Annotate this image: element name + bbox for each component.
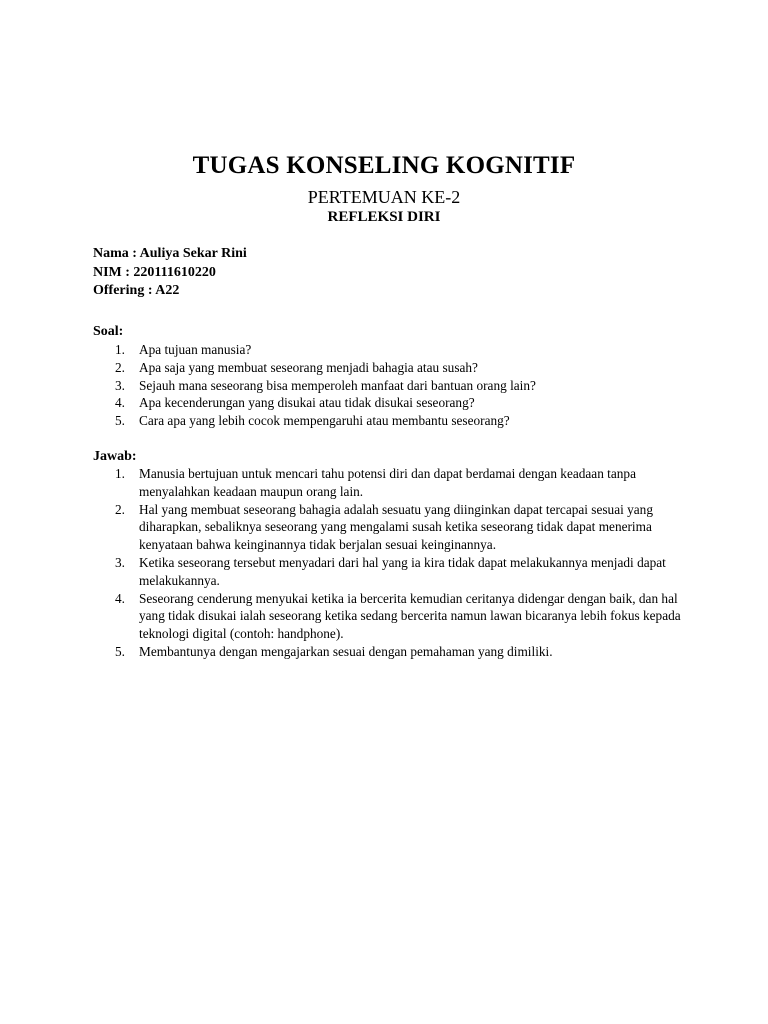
- list-number: 1.: [115, 466, 125, 481]
- document-title: TUGAS KONSELING KOGNITIF: [192, 152, 576, 179]
- list-number: 5.: [115, 413, 125, 429]
- list-number: 2.: [115, 501, 125, 517]
- jawab-text: Seseorang cenderung menyukai ketika ia bercerita kemudian ceritanya didengar dengan baik, dan hal yang tidak disukai ialah seseorang ketika sedang bercerita namun lawan bicaranya lebih fokus kepada teknologi digital (contoh: handphone).: [139, 590, 681, 642]
- jawab-text: Ketika seseorang tersebut menyadari dari hal yang ia kira tidak dapat melakukannya menjadi dapat melakukannya.: [139, 554, 666, 588]
- list-number: 4.: [115, 395, 125, 411]
- soal-item: [93, 394, 683, 412]
- list-number: 1.: [115, 342, 125, 357]
- soal-text: Apa saja yang membuat seseorang menjadi bahagia atau susah?: [139, 359, 478, 375]
- jawab-text: Manusia bertujuan untuk mencari tahu potensi diri dan dapat berdamai dengan keadaan tanpa menyalahkan keadaan maupun orang lain.: [139, 466, 636, 499]
- list-number: 3.: [115, 554, 125, 570]
- jawab-heading: Jawab:: [93, 449, 137, 464]
- document-subtitle: PERTEMUAN KE-2: [307, 187, 461, 207]
- soal-text: Cara apa yang lebih cocok mempengaruhi atau membantu seseorang?: [139, 413, 510, 429]
- list-number: 5.: [115, 643, 125, 659]
- jawab-item: [93, 590, 683, 643]
- soal-heading: Soal:: [93, 324, 124, 339]
- soal-item: [93, 377, 683, 395]
- soal-item: [93, 412, 683, 430]
- student-identity: [93, 245, 247, 301]
- soal-item: [93, 359, 683, 377]
- soal-item: [93, 341, 683, 359]
- jawab-item: [93, 465, 683, 501]
- student-name: Nama : Auliya Sekar Rini: [93, 246, 247, 261]
- jawab-item: [93, 554, 683, 590]
- list-number: 4.: [115, 590, 125, 606]
- document-section-heading: REFLEKSI DIRI: [327, 209, 441, 225]
- soal-text: Apa tujuan manusia?: [139, 342, 252, 357]
- jawab-text: Membantunya dengan mengajarkan sesuai dengan pemahaman yang dimiliki.: [139, 643, 553, 659]
- soal-text: Apa kecenderungan yang disukai atau tidak disukai seseorang?: [139, 395, 475, 411]
- soal-list: [93, 341, 683, 430]
- jawab-text: Hal yang membuat seseorang bahagia adalah sesuatu yang diinginkan dapat tercapai sesuai yang diharapkan, sebaliknya seseorang yang mengalami susah ketika seseorang tidak dapat menerima kenyataan bahwa keinginannya tidak berjalan sesuai keinginannya.: [139, 501, 653, 553]
- soal-text: Sejauh mana seseorang bisa memperoleh manfaat dari bantuan orang lain?: [139, 377, 536, 393]
- jawab-item: [93, 501, 683, 554]
- jawab-list: [93, 465, 683, 661]
- list-number: 3.: [115, 377, 125, 393]
- list-number: 2.: [115, 359, 125, 375]
- student-offering: Offering : A22: [93, 283, 180, 298]
- jawab-item: [93, 643, 683, 661]
- student-nim: NIM : 220111610220: [93, 264, 216, 280]
